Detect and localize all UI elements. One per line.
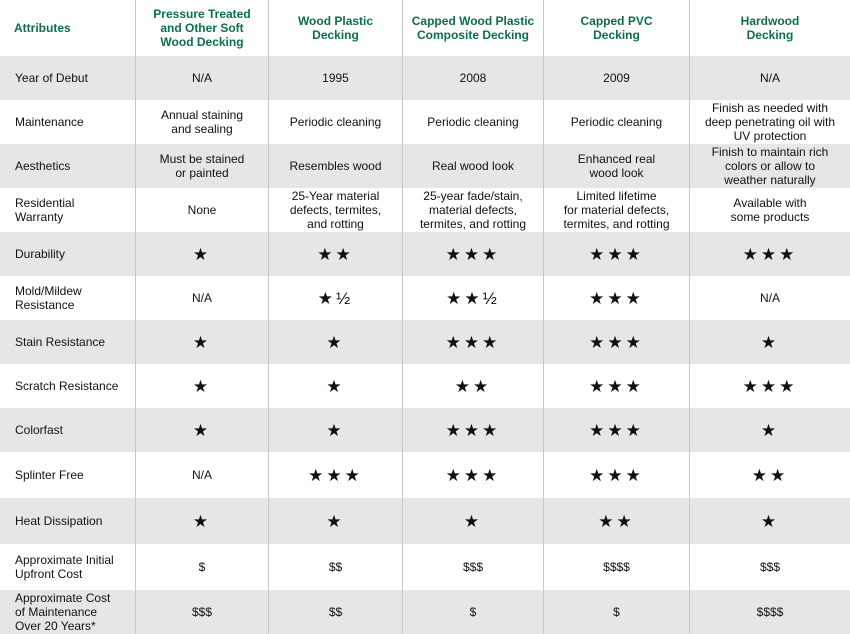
table-row — [0, 590, 850, 634]
table-row — [0, 144, 850, 188]
table-cell: $$$$ — [543, 544, 689, 590]
star-rating: ★★★ — [402, 232, 543, 276]
attribute-label: Splinter Free — [15, 468, 84, 482]
star-rating: ★ — [135, 364, 268, 408]
table-row — [0, 188, 850, 232]
table-cell: 25-Year material defects, termites, and rotting — [268, 188, 402, 232]
column-header: Hardwood Decking — [689, 0, 850, 56]
attribute-label: Durability — [15, 247, 66, 261]
star-rating: ★ — [402, 498, 543, 544]
attribute-label: Heat Dissipation — [15, 514, 103, 528]
star-rating: ★ — [268, 498, 402, 544]
star-rating: ★★★ — [689, 364, 850, 408]
table-cell: $ — [135, 544, 268, 590]
table-row — [0, 232, 850, 276]
attribute-label: Aesthetics — [15, 159, 71, 173]
table-cell: Real wood look — [402, 144, 543, 188]
table-cell: Limited lifetime for material defects, termites, and rotting — [543, 188, 689, 232]
table-row — [0, 100, 850, 144]
table-cell: Enhanced real wood look — [543, 144, 689, 188]
attributes-header: Attributes — [14, 21, 71, 35]
star-rating: ★ — [135, 232, 268, 276]
table-cell: $$ — [268, 590, 402, 634]
table-cell: N/A — [135, 56, 268, 100]
star-rating: ★ — [135, 408, 268, 452]
table-row — [0, 320, 850, 364]
attribute-label: Mold/Mildew Resistance — [15, 284, 82, 312]
star-rating: ★★★ — [543, 232, 689, 276]
star-rating: ★★★ — [543, 408, 689, 452]
attribute-label: Year of Debut — [15, 71, 88, 85]
table-row — [0, 408, 850, 452]
table-cell: 2008 — [402, 56, 543, 100]
star-rating: ★★★ — [543, 364, 689, 408]
attribute-label: Stain Resistance — [15, 335, 106, 349]
table-cell: $$$ — [135, 590, 268, 634]
table-row — [0, 498, 850, 544]
star-rating: ★ — [268, 408, 402, 452]
table-cell: N/A — [689, 56, 850, 100]
star-rating: ★ — [135, 320, 268, 364]
star-rating: ★★ — [268, 232, 402, 276]
table-cell: $$$ — [689, 544, 850, 590]
table-cell: N/A — [135, 452, 268, 498]
table-row — [0, 544, 850, 590]
column-header: Wood Plastic Decking — [268, 0, 402, 56]
table-cell: Must be stained or painted — [135, 144, 268, 188]
star-rating: ★★★ — [402, 408, 543, 452]
star-rating: ★ — [268, 320, 402, 364]
table-cell: 1995 — [268, 56, 402, 100]
table-cell: Finish to maintain rich colors or allow to weather naturally — [689, 144, 850, 188]
attribute-label: Approximate Initial Upfront Cost — [15, 553, 114, 581]
table-cell: Periodic cleaning — [268, 100, 402, 144]
star-rating: ★★★ — [543, 276, 689, 320]
table-cell: Periodic cleaning — [543, 100, 689, 144]
table-row — [0, 276, 850, 320]
table-row — [0, 452, 850, 498]
star-rating: ★ — [689, 408, 850, 452]
star-rating: ★★½ — [402, 276, 543, 320]
column-header: Capped Wood Plastic Composite Decking — [402, 0, 543, 56]
attribute-label: Colorfast — [15, 423, 64, 437]
attribute-label: Maintenance — [15, 115, 84, 129]
table-cell: $ — [543, 590, 689, 634]
table-cell: Periodic cleaning — [402, 100, 543, 144]
table-cell: Resembles wood — [268, 144, 402, 188]
column-header: Pressure Treated and Other Soft Wood Decking — [135, 0, 268, 56]
table-cell: 25-year fade/stain, material defects, termites, and rotting — [402, 188, 543, 232]
table-cell: $$$$ — [689, 590, 850, 634]
star-rating: ★★★ — [402, 452, 543, 498]
star-rating: ★★ — [543, 498, 689, 544]
table-cell: N/A — [689, 276, 850, 320]
star-rating: ★★★ — [402, 320, 543, 364]
star-rating: ★ — [135, 498, 268, 544]
header-row — [0, 0, 850, 56]
attribute-label: Scratch Resistance — [15, 379, 119, 393]
table-cell: Available with some products — [689, 188, 850, 232]
attribute-label: Approximate Cost of Maintenance Over 20 Years* — [15, 591, 111, 633]
star-rating: ★★★ — [543, 320, 689, 364]
table-cell: N/A — [135, 276, 268, 320]
star-rating: ★ — [689, 320, 850, 364]
table-row — [0, 364, 850, 408]
star-rating: ★★ — [689, 452, 850, 498]
star-rating: ★ — [689, 498, 850, 544]
table-row — [0, 56, 850, 100]
attribute-label: Residential Warranty — [15, 196, 75, 224]
star-rating: ★★ — [402, 364, 543, 408]
table-cell: $$ — [268, 544, 402, 590]
table-cell: Finish as needed with deep penetrating oil with UV protection — [689, 100, 850, 144]
table-cell: None — [135, 188, 268, 232]
table-cell: $$$ — [402, 544, 543, 590]
star-rating: ★ — [268, 364, 402, 408]
table-cell: Annual staining and sealing — [135, 100, 268, 144]
table-cell: 2009 — [543, 56, 689, 100]
star-rating: ★★★ — [543, 452, 689, 498]
star-rating: ★★★ — [689, 232, 850, 276]
star-rating: ★★★ — [268, 452, 402, 498]
star-rating: ★½ — [268, 276, 402, 320]
table-cell: $ — [402, 590, 543, 634]
column-header: Capped PVC Decking — [543, 0, 689, 56]
